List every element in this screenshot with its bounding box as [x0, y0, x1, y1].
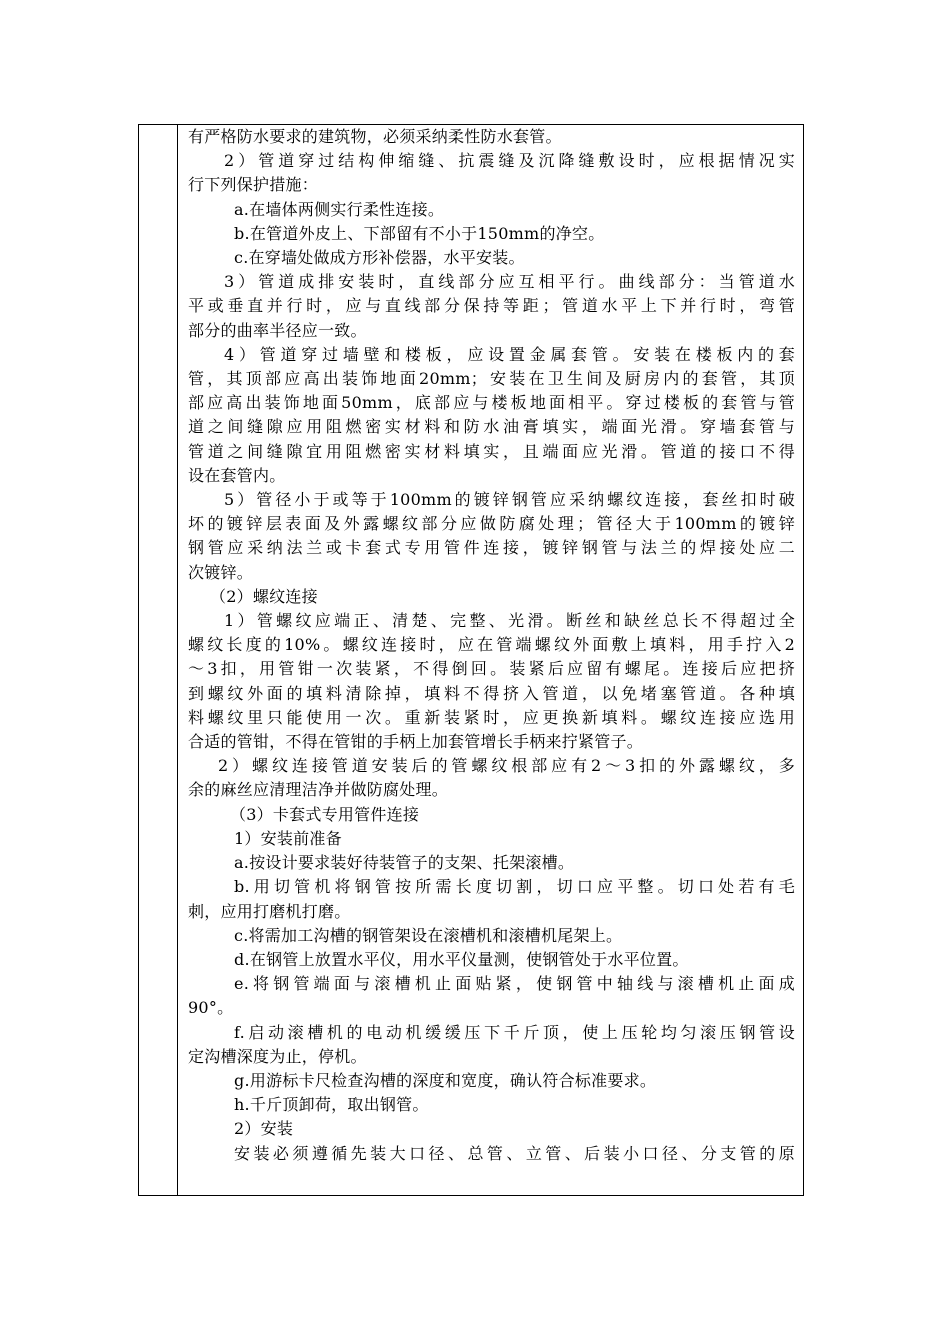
text-line: 4）管道穿过墙壁和楼板，应设置金属套管。安装在楼板内的套 [224, 344, 795, 364]
text-line: 定沟槽深度为止，停机。 [188, 1046, 367, 1066]
text-line: 螺纹长度的10%。螺纹连接时，应在管端螺纹外面敷上填料，用手拧入2 [188, 635, 795, 655]
text-line: 3）管道成排安装时，直线部分应互相平行。曲线部分：当管道水 [224, 272, 795, 292]
text-line: 合适的管钳，不得在管钳的手柄上加套管增长手柄来拧紧管子。 [188, 732, 644, 752]
text-line: 刺，应用打磨机打磨。 [188, 901, 351, 921]
text-line: 2）螺纹连接管道安装后的管螺纹根部应有2～3扣的外露螺纹，多 [218, 756, 795, 776]
text-line: 钢管应采纳法兰或卡套式专用管件连接，镀锌钢管与法兰的焊接处应二 [188, 538, 795, 558]
text-line: 次镀锌。 [188, 562, 254, 582]
text-line: （2）螺纹连接 [210, 586, 318, 606]
text-line: 坏的镀锌层表面及外露螺纹部分应做防腐处理；管径大于100mm的镀锌 [188, 514, 795, 534]
text-line: 到螺纹外面的填料清除掉，填料不得挤入管道，以免堵塞管道。各种填 [188, 683, 795, 703]
text-line: 有严格防水要求的建筑物，必须采纳柔性防水套管。 [188, 127, 562, 146]
text-line: 余的麻丝应清理洁净并做防腐处理。 [188, 780, 449, 800]
text-line: 1）管螺纹应端正、清楚、完整、光滑。断丝和缺丝总长不得超过全 [224, 611, 795, 631]
text-line: 设在套管内。 [188, 465, 286, 485]
text-line: 行下列保护措施： [188, 175, 319, 195]
text-line: 90°。 [188, 998, 234, 1018]
text-line: 管道之间缝隙宜用阻燃密实材料填实，且端面应光滑。管道的接口不得 [188, 441, 795, 461]
text-line: c.在穿墙处做成方形补偿器，水平安装。 [234, 248, 525, 268]
table-content-cell [178, 125, 803, 1195]
text-line: 部分的曲率半径应一致。 [188, 320, 367, 340]
text-line: g.用游标卡尺检查沟槽的深度和宽度，确认符合标准要求。 [234, 1070, 657, 1090]
text-line: b.在管道外皮上、下部留有不小于150mm的净空。 [234, 223, 605, 243]
text-line: 1）安装前准备 [234, 828, 342, 848]
text-line: 料螺纹里只能使用一次。重新装紧时，应更换新填料。螺纹连接应选用 [188, 707, 795, 727]
text-line: 5）管径小于或等于100mm的镀锌钢管应采纳螺纹连接，套丝扣时破 [224, 490, 795, 510]
text-line: a.按设计要求装好待装管子的支架、托架滚槽。 [234, 853, 575, 873]
text-line: 道之间缝隙应用阻燃密实材料和防水油膏填实，端面光滑。穿墙套管与 [188, 417, 795, 437]
text-line: 管，其顶部应高出装饰地面20mm；安装在卫生间及厨房内的套管，其顶 [188, 369, 795, 389]
table-left-column [139, 125, 178, 1195]
text-line: 部应高出装饰地面50mm，底部应与楼板地面相平。穿过楼板的套管与管 [188, 393, 795, 413]
text-line: d.在钢管上放置水平仪，用水平仪量测，使钢管处于水平位置。 [234, 949, 689, 969]
text-line: 2）管道穿过结构伸缩缝、抗震缝及沉降缝敷设时，应根据情况实 [224, 151, 795, 171]
text-line: （3）卡套式专用管件连接 [230, 804, 420, 824]
text-line: c.将需加工沟槽的钢管架设在滚槽机和滚槽机尾架上。 [234, 925, 623, 945]
document-table [138, 124, 804, 1196]
text-line: 2）安装 [234, 1119, 294, 1139]
text-line: h.千斤顶卸荷，取出钢管。 [234, 1095, 429, 1115]
text-line: 平或垂直并行时，应与直线部分保持等距；管道水平上下并行时，弯管 [188, 296, 795, 316]
text-line: e.将钢管端面与滚槽机止面贴紧，使钢管中轴线与滚槽机止面成 [234, 974, 795, 994]
text-line: ～3扣，用管钳一次装紧，不得倒回。装紧后应留有螺尾。连接后应把挤 [188, 659, 795, 679]
text-line: a.在墙体两侧实行柔性连接。 [234, 199, 445, 219]
text-line: b.用切管机将钢管按所需长度切割，切口应平整。切口处若有毛 [234, 877, 795, 897]
text-line: 安装必须遵循先装大口径、总管、立管、后装小口径、分支管的原 [234, 1143, 795, 1163]
text-line: f.启动滚槽机的电动机缓缓压下千斤顶，使上压轮均匀滚压钢管设 [234, 1022, 795, 1042]
